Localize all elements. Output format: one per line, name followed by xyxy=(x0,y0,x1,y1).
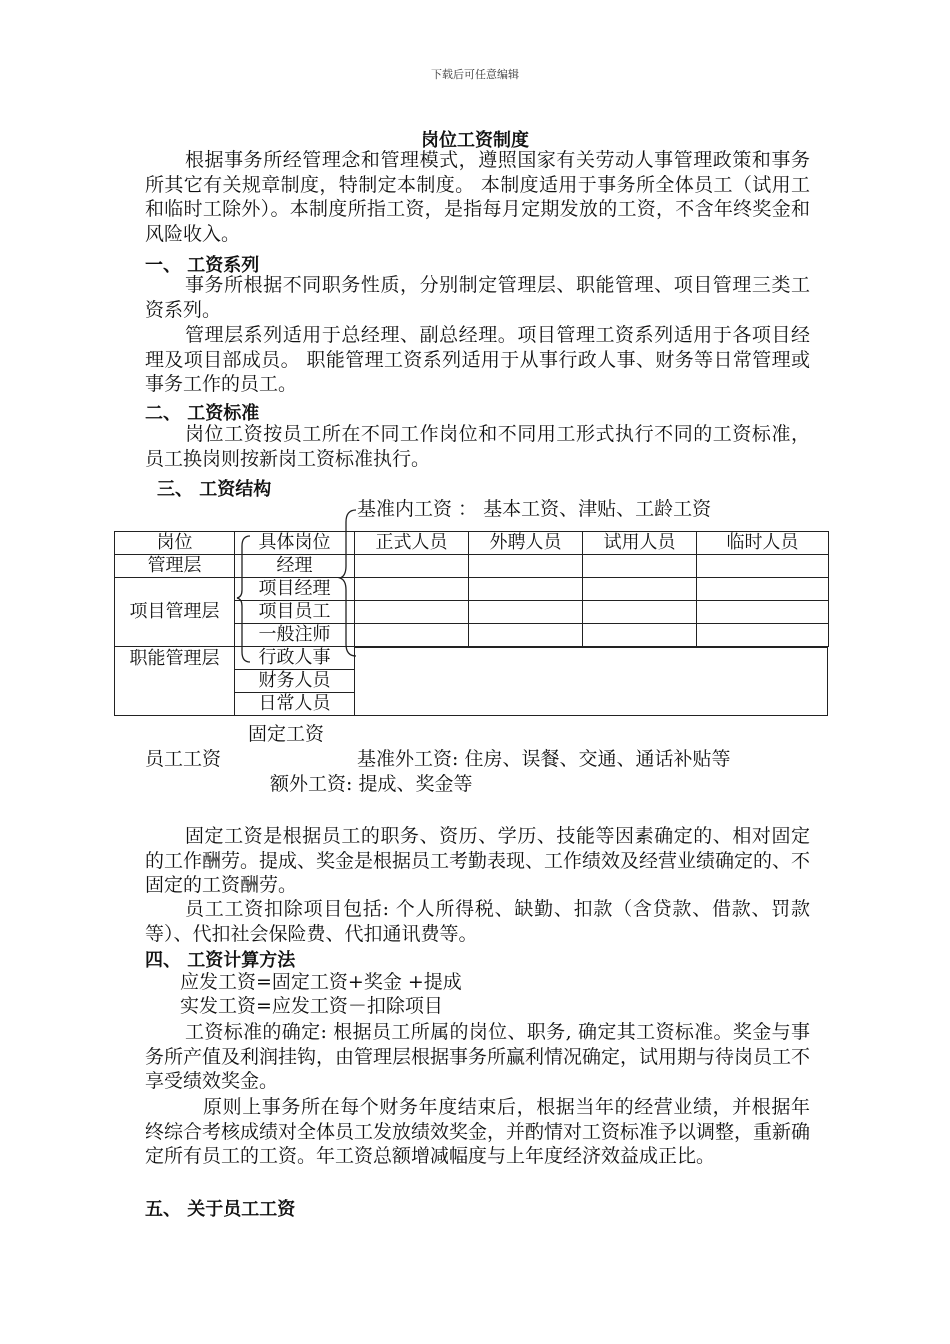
position-cell: 日常人员 xyxy=(235,693,355,716)
extra-wage-line: 额外工资: 提成、奖金等 xyxy=(270,773,473,795)
formula-gross: 应发工资=固定工资+奖金 +提成 xyxy=(180,971,462,993)
page-header: 下载后可任意编辑 xyxy=(431,68,519,81)
table-header: 临时人员 xyxy=(697,532,829,555)
position-cell: 经理 xyxy=(235,555,355,578)
position-cell: 行政人事 xyxy=(235,647,355,670)
section-5-title: 五、 关于员工工资 xyxy=(145,1199,296,1220)
section-4-paragraph-1: 工资标准的确定: 根据员工所属的岗位、职务, 确定其工资标准。奖金与事务所产值及利润挂钩，由管理层根据事务所赢利情况确定，试用期与待岗员工不享受绩效奖金。 xyxy=(145,1021,811,1092)
section-4-title: 四、 工资计算方法 xyxy=(145,950,296,971)
group-cell: 管理层 xyxy=(115,555,235,578)
employee-wage-label: 员工工资 xyxy=(145,748,222,770)
section-3-paragraph-2: 员工工资扣除项目包括: 个人所得税、缺勤、扣款（含贷款、借款、罚款等）、代扣社会保险费、代扣通讯费等。 xyxy=(145,898,810,945)
group-cell: 职能管理层 xyxy=(115,647,235,716)
section-3-paragraph-1: 固定工资是根据员工的职务、资历、学历、技能等因素确定的、相对固定的工作酬劳。提成、奖金是根据员工考勤表现、工作绩效及经营业绩确定的、不固定的工资酬劳。 xyxy=(145,825,811,896)
position-cell: 财务人员 xyxy=(235,670,355,693)
section-2-paragraph-1: 岗位工资按员工所在不同工作岗位和不同用工形式执行不同的工资标准，员工换岗则按新岗工资标准执行。 xyxy=(145,423,810,470)
base-wage-out-line: 基准外工资: 住房、误餐、交通、通话补贴等 xyxy=(357,748,731,770)
table-header-row xyxy=(115,532,829,555)
position-cell: 项目员工 xyxy=(235,601,355,624)
formula-net: 实发工资=应发工资－扣除项目 xyxy=(180,995,443,1017)
table-lower-frame xyxy=(354,647,828,716)
group-cell: 项目管理层 xyxy=(115,578,235,647)
fixed-wage-label: 固定工资 xyxy=(248,723,325,745)
section-2-title: 二、 工资标准 xyxy=(145,403,260,424)
table-header: 正式人员 xyxy=(355,532,469,555)
section-4-paragraph-2: 原则上事务所在每个财务年度结束后，根据当年的经营业绩，并根据年终综合考核成绩对全体员工发放绩效奖金，并酌情对工资标准予以调整，重新确定所有员工的工资。年工资总额增减幅度与上年度经济效益成正比。 xyxy=(145,1096,811,1167)
base-wage-in-line: 基准内工资 ： 基本工资、津贴、工龄工资 xyxy=(357,498,712,520)
table-row xyxy=(115,555,829,578)
table-header: 具体岗位 xyxy=(235,532,355,555)
table-header: 外聘人员 xyxy=(469,532,583,555)
position-cell: 一般注师 xyxy=(235,624,355,647)
table-row xyxy=(115,578,829,601)
section-1-paragraph-2: 管理层系列适用于总经理、副总经理。项目管理工资系列适用于各项目经理及项目部成员。 职能管理工资系列适用于从事行政人事、财务等日常管理或事务工作的员工。 xyxy=(145,324,810,395)
document-title: 岗位工资制度 xyxy=(421,130,529,151)
intro-paragraph: 根据事务所经管理念和管理模式，遵照国家有关劳动人事管理政策和事务所其它有关规章制度，特制定本制度。 本制度适用于事务所全体员工（试用工和临时工除外）。本制度所指工资，是指每月定期发放的工资，不含年终奖金和风险收入。 xyxy=(145,149,810,245)
section-1-title: 一、 工资系列 xyxy=(145,255,260,276)
table-header: 试用人员 xyxy=(583,532,697,555)
section-1-paragraph-1: 事务所根据不同职务性质，分别制定管理层、职能管理、项目管理三类工资系列。 xyxy=(145,274,810,321)
section-3-title: 三、 工资结构 xyxy=(157,479,272,500)
table-header: 岗位 xyxy=(115,532,235,555)
position-cell: 项目经理 xyxy=(235,578,355,601)
